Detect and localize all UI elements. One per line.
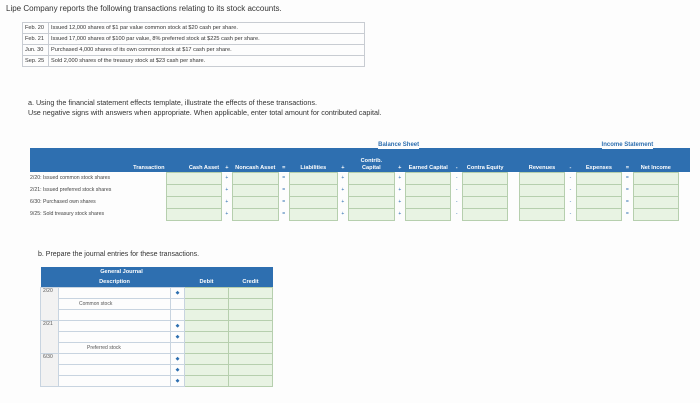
account-select[interactable] [59,331,171,342]
contra-equity-input[interactable] [462,172,508,184]
earned-capital-input[interactable] [405,208,451,220]
net-income-input[interactable] [633,196,679,208]
journal-title-row [41,267,273,277]
table-row [41,342,273,353]
expenses-input[interactable] [576,196,622,208]
earned-capital-input[interactable] [405,196,451,208]
tx-text: Issued 12,000 shares of $1 par value common stock at $20 cash per share. [49,23,365,34]
account-select[interactable] [59,320,171,331]
table-row [23,56,365,67]
debit-input[interactable] [185,353,229,364]
general-journal [40,267,273,387]
credit-input[interactable] [229,320,273,331]
col-description: Description [59,277,171,287]
contra-equity-input[interactable] [462,196,508,208]
row-label: 6/30: Purchased own shares [30,196,167,208]
op-plus: + [394,148,405,172]
col-expenses: Expenses [576,148,622,172]
row-label: 9/25: Sold treasury stock shares [30,208,167,220]
table-row: 2/21: Issued preferred stock shares + = + + - - = [30,184,690,196]
chevron-down-icon[interactable]: ◆ [171,287,185,298]
col-contra-equity: Contra Equity [462,148,508,172]
part-a-line2: Use negative signs with answers when appropriate. When applicable, enter total amount for contributed capital. [28,108,382,117]
revenues-input[interactable] [519,184,565,196]
account-select[interactable] [59,375,171,386]
chevron-down-icon[interactable]: ◆ [171,331,185,342]
account-select[interactable] [59,364,171,375]
liabilities-input[interactable] [289,172,337,184]
col-contrib-capital: Contrib. Capital [349,148,395,172]
tx-date: Sep. 25 [23,56,49,67]
credit-input[interactable] [229,309,273,320]
debit-input[interactable] [185,331,229,342]
table-row [23,34,365,45]
chevron-down-icon[interactable]: ◆ [171,353,185,364]
credit-input[interactable] [229,375,273,386]
col-transaction: Transaction [30,148,167,172]
table-row [41,331,273,342]
account-select[interactable] [59,309,171,320]
table-row [41,364,273,375]
entry-date: 6/30 [41,353,59,386]
account-select[interactable]: Preferred stock [59,342,171,353]
col-earned-capital: Earned Capital [405,148,451,172]
op-minus: - [565,148,576,172]
journal-title: General Journal [59,267,185,277]
table-row [41,298,273,309]
income-statement-label: Income Statement [601,142,654,148]
table-row: 6/30: Purchased own shares + = + + - - = [30,196,690,208]
col-net-income: Net Income [633,148,679,172]
row-label: 2/20: Issued common stock shares [30,172,167,184]
entry-date: 2/21 [41,320,59,353]
tx-text: Purchased 4,000 shares of its own common stock at $17 cash per share. [49,45,365,56]
debit-input[interactable] [185,309,229,320]
credit-input[interactable] [229,298,273,309]
debit-input[interactable] [185,298,229,309]
op-minus: - [451,148,462,172]
credit-input[interactable] [229,342,273,353]
net-income-input[interactable] [633,208,679,220]
debit-input[interactable] [185,375,229,386]
op-plus: + [221,148,232,172]
table-row [23,23,365,34]
contrib-capital-input[interactable] [349,184,395,196]
contra-equity-input[interactable] [462,184,508,196]
col-debit: Debit [185,277,229,287]
col-revenues: Revenues [519,148,565,172]
cash-asset-input[interactable] [167,172,222,184]
row-label: 2/21: Issued preferred stock shares [30,184,167,196]
part-b-instructions: b. Prepare the journal entries for these transactions. [38,251,200,258]
debit-input[interactable] [185,342,229,353]
table-row [23,45,365,56]
noncash-asset-input[interactable] [233,184,279,196]
earned-capital-input[interactable] [405,184,451,196]
net-income-input[interactable] [633,184,679,196]
intro-text: Lipe Company reports the following transactions relating to its stock accounts. [6,4,282,13]
journal-header-row [41,277,273,287]
entry-date: 2/20 [41,287,59,320]
liabilities-input[interactable] [289,196,337,208]
debit-input[interactable] [185,364,229,375]
liabilities-input[interactable] [289,208,337,220]
tx-date: Feb. 20 [23,23,49,34]
table-row [41,309,273,320]
noncash-asset-input[interactable] [233,172,279,184]
account-select[interactable] [59,353,171,364]
balance-sheet-label: Balance Sheet [378,142,420,148]
part-a-line1: a. Using the financial statement effects template, illustrate the effects of these transactions. [28,98,317,107]
table-row: 9/25: Sold treasury stock shares + = + + - - = [30,208,690,220]
part-a-instructions [28,98,382,118]
revenues-input[interactable] [519,208,565,220]
table-row [41,353,273,364]
debit-input[interactable] [185,287,229,298]
contrib-capital-input[interactable] [349,208,395,220]
col-cash-asset: Cash Asset [167,148,222,172]
net-income-input[interactable] [633,172,679,184]
chevron-down-icon[interactable]: ◆ [171,375,185,386]
col-credit: Credit [229,277,273,287]
col-noncash-asset: Noncash Asset [233,148,279,172]
chevron-down-icon[interactable]: ◆ [171,320,185,331]
earned-capital-input[interactable] [405,172,451,184]
transactions-table [22,22,365,67]
noncash-asset-input[interactable] [233,208,279,220]
effects-template [30,140,690,221]
credit-input[interactable] [229,287,273,298]
expenses-input[interactable] [576,172,622,184]
tx-date: Jun. 30 [23,45,49,56]
expenses-input[interactable] [576,208,622,220]
chevron-down-icon[interactable]: ◆ [171,364,185,375]
cash-asset-input[interactable] [167,196,222,208]
noncash-asset-input[interactable] [233,196,279,208]
col-liabilities: Liabilities [289,148,337,172]
table-row [41,375,273,386]
cash-asset-input[interactable] [167,184,222,196]
contrib-capital-input[interactable] [349,172,395,184]
contrib-capital-input[interactable] [349,196,395,208]
tx-text: Issued 17,000 shares of $100 par value, 8% preferred stock at $225 cash per share. [49,34,365,45]
revenues-input[interactable] [519,172,565,184]
cash-asset-input[interactable] [167,208,222,220]
tx-text: Sold 2,000 shares of the treasury stock at $23 cash per share. [49,56,365,67]
account-select[interactable]: Common stock [59,298,171,309]
op-plus: + [337,148,348,172]
expenses-input[interactable] [576,184,622,196]
account-select[interactable] [59,287,171,298]
liabilities-input[interactable] [289,184,337,196]
contra-equity-input[interactable] [462,208,508,220]
debit-input[interactable] [185,320,229,331]
template-header-row [30,148,690,172]
op-eq: = [622,148,633,172]
tx-date: Feb. 21 [23,34,49,45]
credit-input[interactable] [229,331,273,342]
op-eq: = [278,148,289,172]
credit-input[interactable] [229,353,273,364]
table-row [41,287,273,298]
credit-input[interactable] [229,364,273,375]
template-group-row [30,140,690,148]
table-row [41,320,273,331]
revenues-input[interactable] [519,196,565,208]
op-gap [508,148,519,172]
table-row: 2/20: Issued common stock shares + = + + - - = [30,172,690,184]
